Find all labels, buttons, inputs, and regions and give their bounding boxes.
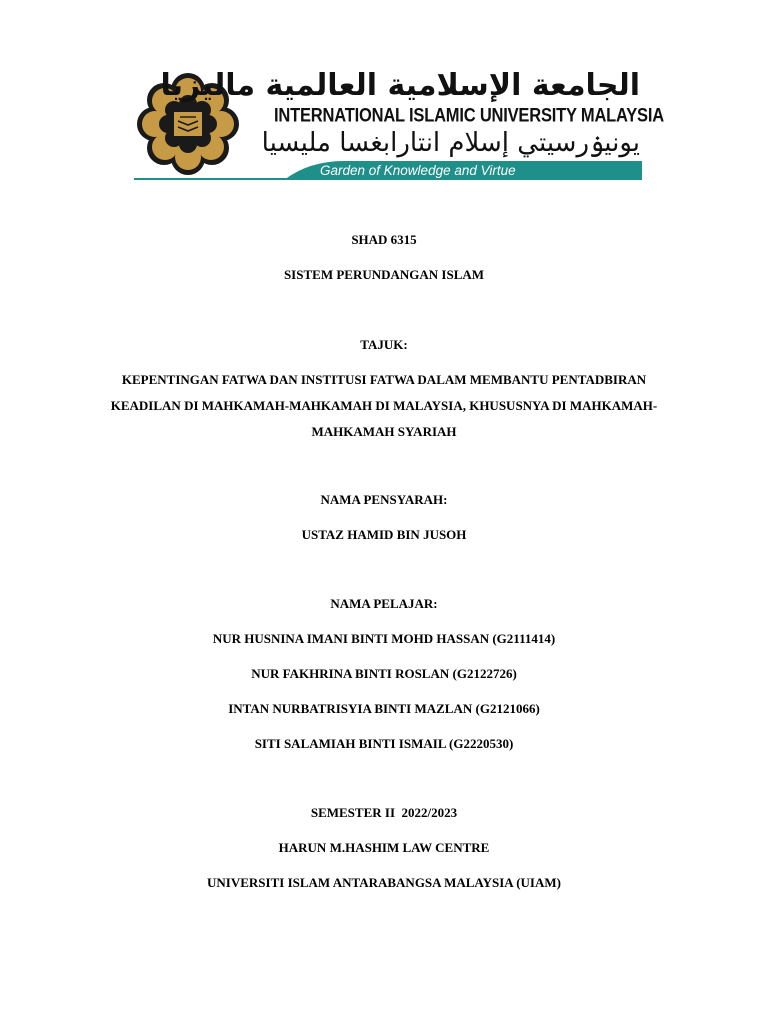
course-name: SISTEM PERUNDANGAN ISLAM [283, 267, 485, 282]
topic-line-2: KEADILAN DI MAHKAMAH-MAHKAMAH DI MALAYSIA, KHUSUSNYA DI MAHKAMAH- [110, 398, 658, 413]
students-label: NAMA PELAJAR: [330, 596, 438, 611]
topic-line-1: KEPENTINGAN FATWA DAN INSTITUSI FATWA DALAM MEMBANTU PENTADBIRAN [121, 372, 647, 387]
student-name: NUR HUSNINA IMANI BINTI MOHD HASSAN (G2111414) [212, 631, 556, 646]
university-logo [124, 64, 664, 182]
jawi-university-name: يونيۏرسيتي إسلام انتارابغسا مليسيا [261, 128, 640, 158]
law-centre: HARUN M.HASHIM LAW CENTRE [278, 840, 490, 855]
university-name: UNIVERSITI ISLAM ANTARABANGSA MALAYSIA (UIAM) [207, 875, 561, 890]
topic-label: TAJUK: [360, 337, 408, 352]
topic-line-3: MAHKAMAH SYARIAH [311, 424, 457, 439]
student-name: SITI SALAMIAH BINTI ISMAIL (G2220530) [254, 736, 514, 751]
lecturer-label: NAMA PENSYARAH: [320, 492, 448, 507]
student-name: INTAN NURBATRISYIA BINTI MAZLAN (G2121066) [228, 701, 540, 716]
student-name: NUR FAKHRINA BINTI ROSLAN (G2122726) [251, 666, 517, 681]
english-university-name: INTERNATIONAL ISLAMIC UNIVERSITY MALAYSIA [274, 105, 664, 126]
university-tagline: Garden of Knowledge and Virtue [320, 163, 516, 178]
semester: SEMESTER II 2022/2023 [310, 805, 458, 820]
arabic-university-name: الجامعة الإسلامية العالمية ماليزيا [160, 68, 640, 103]
lecturer-name: USTAZ HAMID BIN JUSOH [301, 527, 467, 542]
course-code: SHAD 6315 [351, 232, 417, 247]
